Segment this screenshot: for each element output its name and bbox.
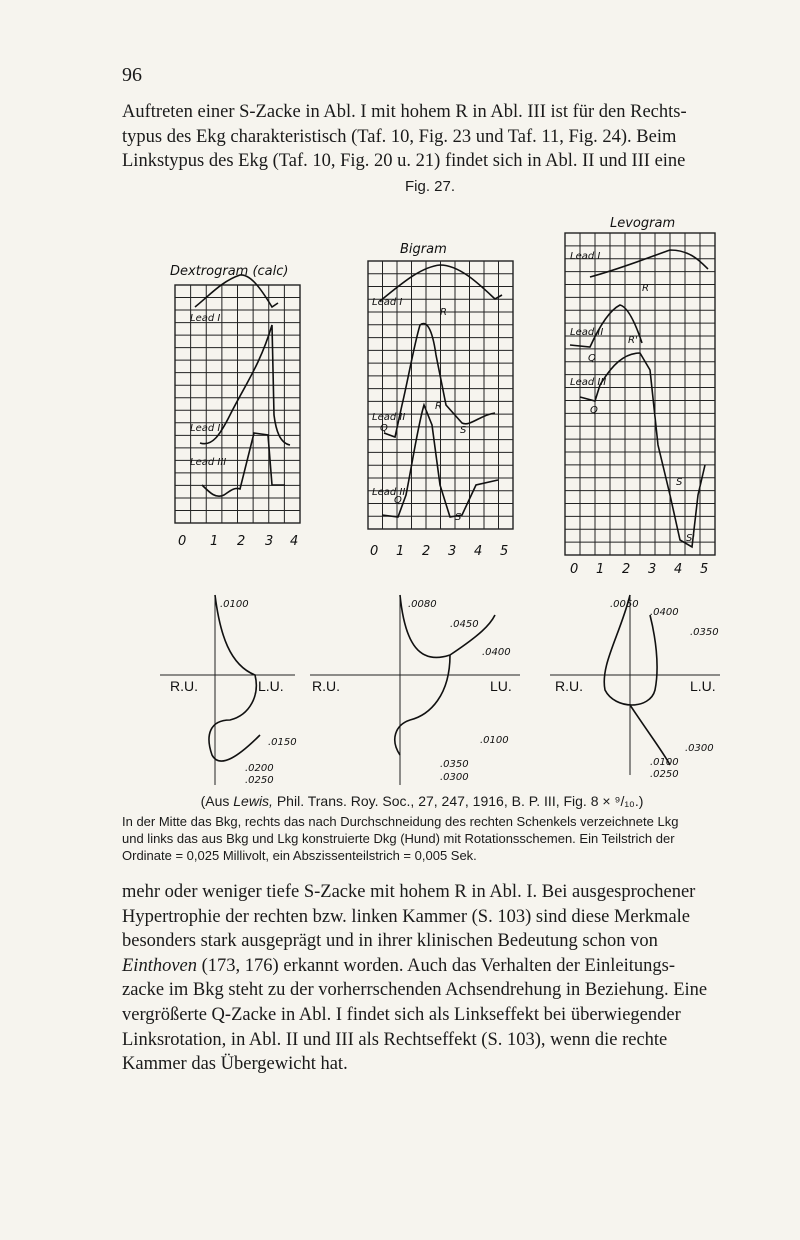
dextrogram-tick: 2	[237, 534, 246, 549]
bigram-tick: 3	[448, 544, 457, 559]
dextrogram-lead-2-label: Lead II	[190, 423, 224, 434]
ru-label: R.U.	[312, 678, 340, 694]
lu-label: L.U.	[690, 678, 716, 694]
bigram-mark: S	[460, 425, 467, 436]
text-line: Auftreten einer S-Zacke in Abl. I mit hohem R in Abl. III ist für den Rechts-	[122, 102, 687, 122]
dextrogram-tick: 1	[210, 534, 219, 549]
figure-drawing	[150, 195, 730, 785]
levogram-panel	[565, 216, 715, 577]
time-label: .0300	[440, 772, 469, 783]
text-line: besonders stark ausgeprägt und in ihrer klinischen Bedeutung schon von	[122, 931, 658, 952]
levogram-tick: 4	[674, 562, 683, 577]
dextrogram-tick: 3	[265, 534, 274, 549]
figure-label: Fig. 27.	[405, 178, 456, 195]
bigram-mark: R	[435, 401, 442, 412]
figure-caption	[122, 793, 722, 864]
caption-line: In der Mitte das Bkg, rechts das nach Durchschneidung des rechten Schenkels verzeichnete Lkg	[122, 814, 679, 829]
levogram-mark: Q	[588, 353, 596, 364]
text-line	[122, 954, 722, 979]
dextrogram-title: Dextrogram (calc)	[170, 264, 289, 279]
caption-line: Ordinate = 0,025 Millivolt, ein Abszissenteilstrich = 0,005 Sek.	[122, 848, 477, 863]
caption-source-prefix: (Aus	[200, 793, 230, 809]
loop-curve	[209, 595, 260, 761]
dextrogram-lead-1-curve	[195, 275, 278, 307]
bigram-lead-3-label: Lead III	[372, 487, 409, 498]
text-line: typus des Ekg charakteristisch (Taf. 10, Fig. 23 und Taf. 11, Fig. 24). Beim	[122, 126, 677, 147]
time-label: .0200	[245, 763, 274, 774]
bottom-paragraph	[122, 880, 722, 1077]
left-rotation-loop	[160, 595, 297, 785]
time-label: .0150	[268, 737, 297, 748]
time-label: .0400	[482, 647, 511, 658]
bigram-tick: 1	[396, 544, 405, 559]
time-label: .0100	[220, 599, 249, 610]
ru-label: R.U.	[555, 678, 583, 694]
bigram-tick: 2	[422, 544, 431, 559]
dextrogram-axis-ticks	[178, 534, 298, 549]
author-name: Einthoven	[122, 955, 198, 976]
levogram-mark: S	[676, 477, 683, 488]
middle-rotation-loop	[310, 595, 520, 785]
caption-line: und links das aus Bkg und Lkg konstruierte Dkg (Hund) mit Rotationsschemen. Ein Teilstrich der	[122, 831, 675, 846]
bigram-panel	[368, 242, 513, 559]
levogram-mark: R'	[628, 335, 638, 346]
levogram-tick: 0	[570, 562, 579, 577]
lu-label: LU.	[490, 678, 512, 694]
text-line: vergrößerte Q-Zacke in Abl. I findet sich als Linkseffekt bei überwiegender	[122, 1004, 681, 1025]
caption-source-rest: Phil. Trans. Roy. Soc., 27, 247, 1916, B. P. III, Fig. 8 × ⁹/₁₀.)	[276, 793, 644, 809]
time-label: .0100	[650, 757, 679, 768]
levogram-tick: 2	[622, 562, 631, 577]
bigram-tick: 5	[500, 544, 509, 559]
bigram-tick: 4	[474, 544, 483, 559]
bigram-mark: Q	[380, 423, 388, 434]
time-label: .0450	[450, 619, 479, 630]
bigram-axis-ticks	[370, 544, 508, 559]
top-paragraph	[122, 100, 722, 174]
time-label: .0350	[440, 759, 469, 770]
text-line: Kammer das Übergewicht hat.	[122, 1054, 348, 1075]
levogram-tick: 5	[700, 562, 709, 577]
dextrogram-lead-1-label: Lead I	[190, 313, 221, 324]
levogram-lead-3-label: Lead III	[570, 377, 607, 388]
bigram-mark: Q	[394, 495, 402, 506]
time-label: .0250	[245, 775, 274, 785]
text-line: mehr oder weniger tiefe S-Zacke mit hohem R in Abl. I. Bei ausgesprochener	[122, 882, 696, 902]
time-label: .0050	[610, 599, 639, 610]
right-rotation-loop	[550, 595, 720, 780]
bigram-lead-2-label: Lead II	[372, 412, 406, 423]
levogram-tick: 1	[596, 562, 605, 577]
levogram-mark: R	[642, 283, 649, 294]
levogram-mark: Q	[590, 405, 598, 416]
text-line: Hypertrophie der rechten bzw. linken Kammer (S. 103) sind diese Merkmale	[122, 906, 691, 927]
text-line: zacke im Bkg steht zu der vorherrschenden Achsendrehung in Beziehung. Eine	[122, 980, 708, 1001]
levogram-title: Levogram	[610, 216, 676, 231]
loop-curve	[604, 595, 670, 765]
dextrogram-tick: 4	[290, 534, 299, 549]
caption-source	[122, 793, 722, 810]
bigram-tick: 0	[370, 544, 379, 559]
levogram-lead-2-label: Lead II	[570, 327, 604, 338]
time-label: .0080	[408, 599, 437, 610]
bigram-mark: R	[440, 307, 447, 318]
time-label: .0100	[480, 735, 509, 746]
text-line: Linksrotation, in Abl. II und III als Rechtseffekt (S. 103), wenn die rechte	[122, 1029, 668, 1050]
page-number: 96	[122, 64, 142, 86]
figure-27	[150, 195, 730, 785]
caption-source-author: Lewis,	[233, 793, 273, 809]
bigram-mark: S	[455, 512, 462, 523]
bigram-title: Bigram	[400, 242, 447, 257]
dextrogram-lead-3-label: Lead III	[190, 457, 227, 468]
levogram-axis-ticks	[570, 562, 708, 577]
time-label: .0250	[650, 769, 679, 780]
levogram-mark: S'	[686, 533, 696, 544]
dextrogram-panel	[170, 264, 300, 549]
time-label: .0400	[650, 607, 679, 618]
ru-label: R.U.	[170, 678, 198, 694]
time-label: .0300	[685, 743, 714, 754]
bigram-lead-1-label: Lead I	[372, 297, 403, 308]
levogram-lead-1-label: Lead I	[570, 251, 601, 262]
text-line: Linkstypus des Ekg (Taf. 10, Fig. 20 u. 21) findet sich in Abl. II und III eine	[122, 151, 686, 171]
caption-description	[122, 813, 722, 864]
lu-label: L.U.	[258, 678, 284, 694]
levogram-grid	[565, 233, 715, 555]
dextrogram-tick: 0	[178, 534, 187, 549]
levogram-lead-1-curve	[590, 250, 708, 277]
levogram-tick: 3	[648, 562, 657, 577]
time-label: .0350	[690, 627, 719, 638]
text-fragment: (173, 176) erkannt worden. Auch das Verhalten der Einleitungs-	[197, 955, 675, 976]
